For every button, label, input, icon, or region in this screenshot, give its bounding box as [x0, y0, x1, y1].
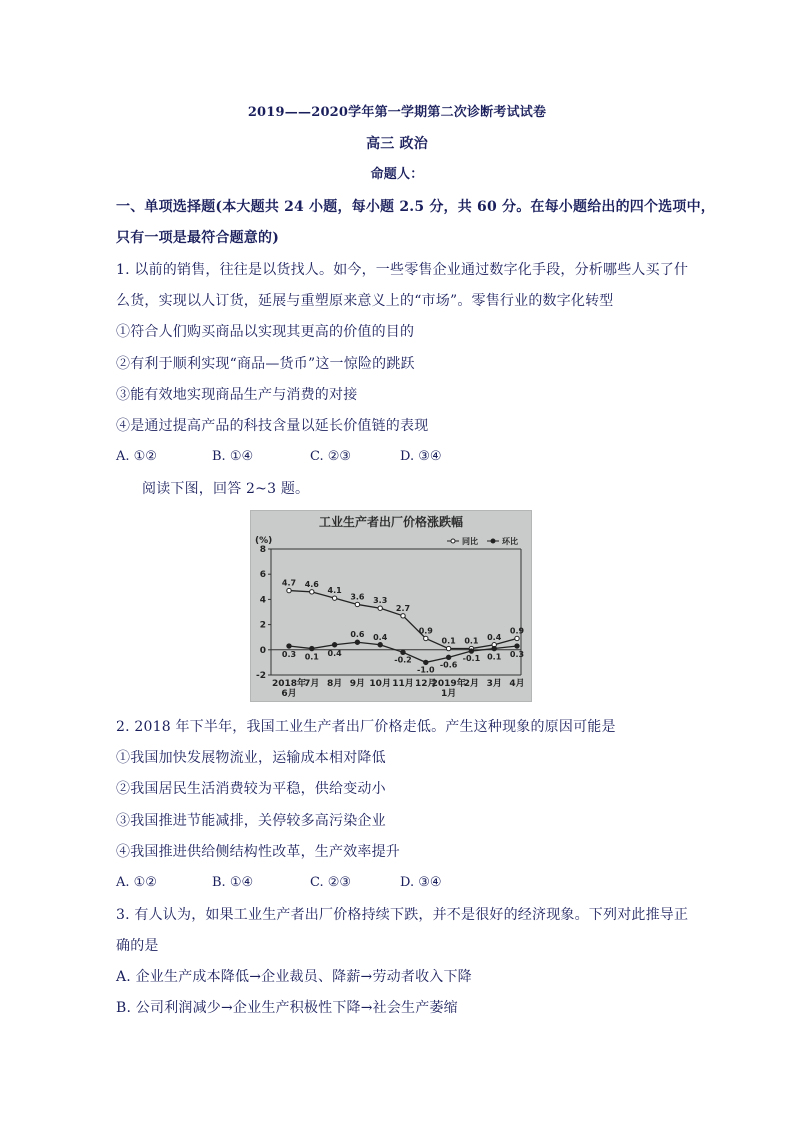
x-tick-label — [369, 678, 391, 689]
data-point — [378, 643, 382, 647]
data-point — [287, 644, 291, 648]
read-prompt: 阅读下图，回答 2~3 题。 — [142, 481, 310, 497]
data-label: 3.3 — [373, 596, 388, 606]
y-tick-label: -2 — [256, 671, 266, 681]
data-label: -0.6 — [439, 660, 458, 670]
data-label: 0.4 — [327, 648, 342, 658]
data-label: -0.1 — [462, 654, 481, 664]
data-label: 0.1 — [487, 652, 502, 662]
data-point — [401, 614, 405, 618]
x-tick-label — [509, 678, 524, 689]
q1-stem-line1: 1. 以前的销售，往往是以货找人。如今，一些零售企业通过数字化手段，分析哪些人买了什 — [116, 262, 689, 278]
data-label: 0.4 — [373, 632, 388, 642]
data-label: -0.2 — [394, 655, 412, 665]
data-label: 4.7 — [281, 578, 297, 588]
x-tick-label-line: 8月 — [326, 679, 343, 689]
q1-option-d: D. ③④ — [400, 449, 442, 464]
data-point — [310, 646, 314, 650]
section-heading-line1: 一、单项选择题(本大题共 24 小题，每小题 2.5 分，共 60 分。在每小题给出的四个选项中， — [116, 199, 715, 215]
x-tick-label — [392, 678, 414, 689]
data-label: 0.9 — [509, 626, 525, 636]
data-label: 3.6 — [350, 592, 365, 602]
x-tick-label — [350, 678, 365, 689]
data-label: 0.4 — [487, 632, 502, 642]
x-tick-label — [304, 678, 319, 689]
data-label: 0.3 — [509, 650, 525, 660]
data-point — [287, 588, 291, 592]
legend-marker — [491, 539, 495, 543]
x-tick-label-line: 12月 — [415, 679, 437, 689]
x-tick-label — [464, 678, 479, 689]
q3-option-b: B. 公司利润减少→企业生产积极性下降→社会生产萎缩 — [116, 1000, 458, 1016]
legend-marker — [451, 539, 455, 543]
x-tick-label-line: 6月 — [281, 689, 297, 699]
author-label: 命题人： — [370, 167, 424, 182]
data-label: 0.1 — [304, 652, 319, 662]
data-label: 4.6 — [304, 579, 319, 589]
x-tick-label-line: 2月 — [463, 679, 480, 689]
x-tick-label-line: 9月 — [349, 679, 366, 689]
x-tick-label — [432, 677, 466, 699]
data-label: 0.1 — [464, 636, 479, 646]
q1-option-a: A. ①② — [116, 449, 157, 464]
price-chart — [250, 510, 532, 702]
price-chart-svg — [251, 511, 531, 701]
data-point — [378, 606, 382, 610]
q3-stem-line2: 确的是 — [116, 938, 159, 954]
data-point — [332, 643, 336, 647]
data-point — [446, 655, 450, 659]
q1-option-b: B. ①④ — [212, 449, 254, 464]
legend-label: 同比 — [462, 537, 478, 546]
data-point — [446, 646, 450, 650]
data-label: -1.0 — [417, 665, 435, 675]
x-tick-label-line: 10月 — [369, 679, 391, 689]
q2-option-a: A. ①② — [116, 875, 157, 890]
exam-subtitle: 高三 政治 — [366, 136, 428, 152]
x-tick-label-line: 1月 — [440, 689, 457, 699]
q2-item-1: ①我国加快发展物流业，运输成本相对降低 — [116, 750, 386, 766]
x-tick-label-line: 4月 — [509, 679, 525, 689]
data-label: 0.1 — [441, 636, 456, 646]
data-point — [424, 636, 428, 640]
section-heading-line2: 只有一项是最符合题意的) — [116, 230, 280, 246]
q1-item-1: ①符合人们购买商品以实现其更高的价值的目的 — [116, 324, 415, 340]
data-label: 0.3 — [281, 650, 297, 660]
q2-option-d: D. ③④ — [400, 875, 442, 890]
x-tick-label — [487, 678, 502, 689]
y-axis-unit-label: (%) — [255, 536, 273, 546]
q2-item-2: ②我国居民生活消费较为平稳，供给变动小 — [116, 781, 386, 797]
data-point — [515, 636, 519, 640]
data-point — [469, 649, 473, 653]
x-tick-label — [272, 677, 306, 699]
chart-title: 工业生产者出厂价格涨跌幅 — [318, 515, 464, 529]
data-point — [332, 596, 336, 600]
q2-stem: 2. 2018 年下半年，我国工业生产者出厂价格走低。产生这种现象的原因可能是 — [116, 719, 616, 735]
q2-option-c: C. ②③ — [310, 875, 352, 890]
q2-item-3: ③我国推进节能减排，关停较多高污染企业 — [116, 813, 386, 829]
data-point — [424, 660, 428, 664]
y-tick-label: 6 — [259, 570, 266, 581]
data-label: 0.6 — [350, 630, 365, 640]
q1-option-c: C. ②③ — [310, 449, 352, 464]
y-tick-label: 2 — [259, 620, 266, 631]
series-line-1 — [289, 591, 517, 649]
q2-option-b: B. ①④ — [212, 875, 254, 890]
y-tick-label: 0 — [259, 645, 266, 656]
data-point — [355, 602, 359, 606]
q1-item-2: ②有利于顺利实现“商品—货币”这一惊险的跳跃 — [116, 356, 415, 372]
x-tick-label-line: 7月 — [304, 679, 320, 689]
exam-title: 2019——2020学年第一学期第二次诊断考试试卷 — [247, 105, 547, 120]
data-point — [310, 590, 314, 594]
data-point — [401, 650, 405, 654]
data-label: 2.7 — [395, 603, 411, 613]
data-label: 0.9 — [418, 626, 433, 636]
q3-stem-line1: 3. 有人认为，如果工业生产者出厂价格持续下跌，并不是很好的经济现象。下列对此推导正 — [116, 907, 689, 923]
data-point — [515, 644, 519, 648]
q1-item-4: ④是通过提高产品的科技含量以延长价值链的表现 — [116, 418, 429, 434]
data-point — [492, 646, 496, 650]
x-tick-label-line: 11月 — [392, 679, 414, 689]
q3-option-a: A. 企业生产成本降低→企业裁员、降薪→劳动者收入下降 — [116, 969, 472, 985]
q1-item-3: ③能有效地实现商品生产与消费的对接 — [116, 387, 358, 403]
y-tick-label: 8 — [259, 545, 266, 555]
data-point — [355, 640, 359, 644]
x-tick-label-line: 2018年 — [271, 679, 307, 689]
q2-item-4: ④我国推进供给侧结构性改革，生产效率提升 — [116, 844, 400, 860]
x-tick-label-line: 3月 — [486, 679, 502, 689]
x-tick-label-line: 2019年 — [431, 679, 466, 689]
legend-label: 环比 — [502, 537, 518, 546]
x-tick-label — [327, 678, 342, 689]
data-label: 4.1 — [327, 586, 342, 596]
q1-stem-line2: 么货，实现以人订货，延展与重塑原来意义上的“市场”。零售行业的数字化转型 — [116, 293, 614, 309]
y-tick-label: 4 — [259, 595, 266, 606]
